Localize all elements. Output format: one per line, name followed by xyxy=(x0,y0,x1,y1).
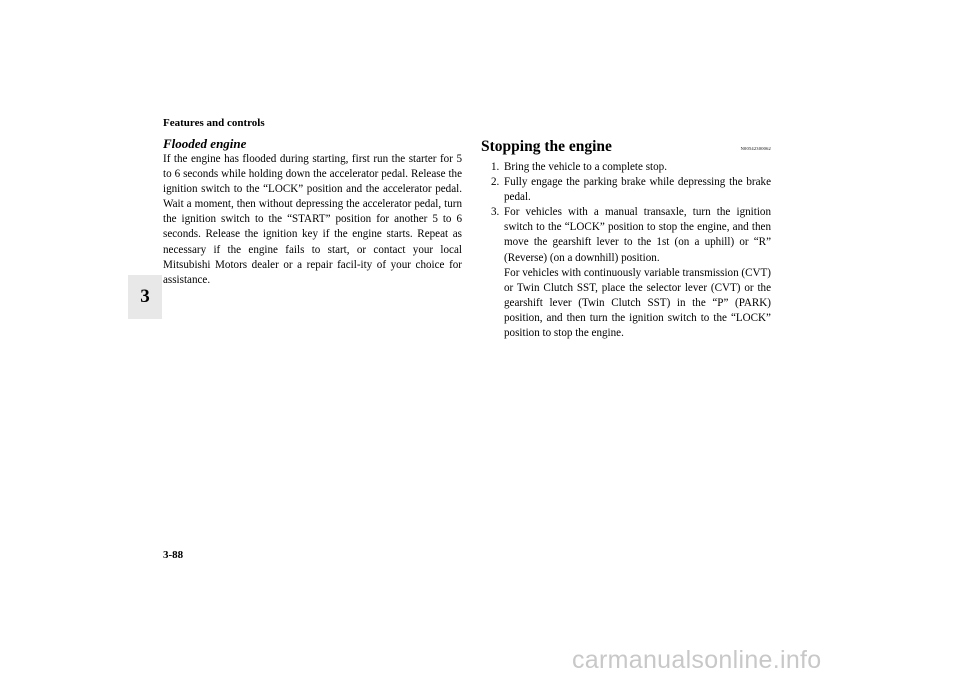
running-header: Features and controls xyxy=(163,117,265,129)
step-text: Bring the vehicle to a complete stop. xyxy=(504,161,667,173)
subsection-paragraph: If the engine has flooded during starting, first run the starter for 5 to 6 seconds while holding down the accelerator pedal. Release the ignition switch to the “LOCK” position and the accelerator pedal. Wait a moment, then without depressing the accelerator pedal, turn the ignition switch to the “START” position for another 5 to 6 seconds. Release the ignition key if the engine starts. Repeat as necessary if the engine fails to start, or contact your local Mitsubishi Motors dealer or a repair facil-ity of your choice for assistance. xyxy=(163,153,462,286)
left-column xyxy=(163,136,462,288)
step-text-continued: For vehicles with continuously variable transmission (CVT) or Twin Clutch SST, place the selector lever (CVT) or the gearshift lever (Twin Clutch SST) in the “P” (PARK) position, and then turn the ignition switch to the “LOCK” position to stop the engine. xyxy=(504,266,771,340)
step-item xyxy=(491,175,771,205)
step-number: 3. xyxy=(491,206,500,219)
steps-list xyxy=(491,160,771,341)
section-heading xyxy=(481,136,771,158)
step-text: For vehicles with a manual transaxle, turn the ignition switch to the “LOCK” position to stop the engine, and then move the gearshift lever to the 1st (on a uphill) or “R” (Reverse) (on a downhill) position. xyxy=(504,206,771,264)
page-number: 3-88 xyxy=(163,549,184,561)
right-column xyxy=(481,136,771,341)
section-code: N00542300062 xyxy=(740,146,771,151)
step-text: Fully engage the parking brake while depressing the brake pedal. xyxy=(504,176,771,204)
chapter-number: 3 xyxy=(140,286,150,307)
step-item xyxy=(491,205,771,341)
watermark: carmanualsonline.info xyxy=(572,646,822,674)
section-title: Stopping the engine xyxy=(481,138,612,155)
step-number: 1. xyxy=(491,161,500,173)
chapter-tab xyxy=(128,275,162,319)
step-number: 2. xyxy=(491,176,500,189)
subsection-title: Flooded engine xyxy=(163,136,247,151)
step-item xyxy=(491,160,771,175)
